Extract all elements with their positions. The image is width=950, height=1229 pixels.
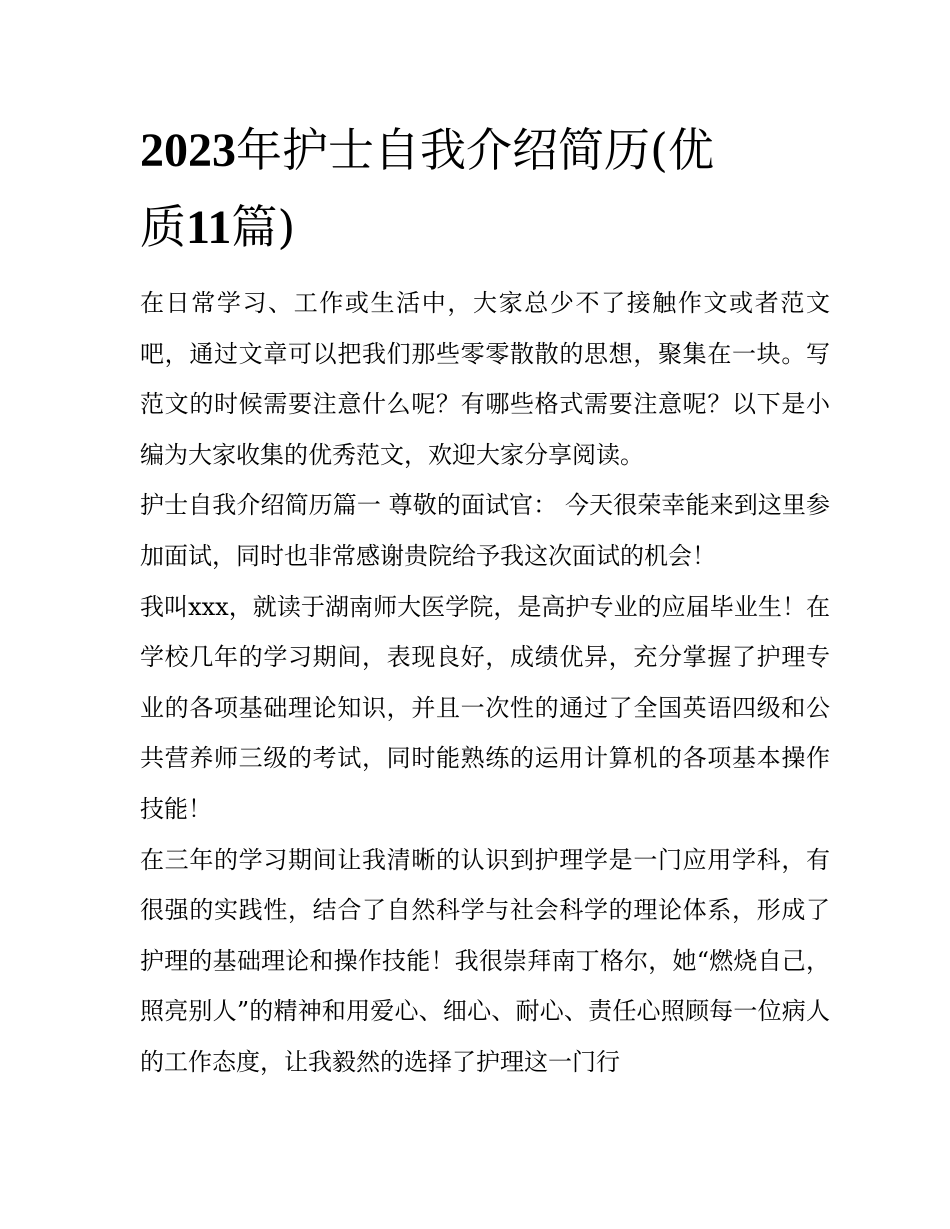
paragraph-intro: 在日常学习、工作或生活中，大家总少不了接触作文或者范文吧，通过文章可以把我们那些零零散散的思想，聚集在一块。写范文的时候需要注意什么呢？有哪些格式需要注意呢？以下是小编为大家收集的优秀范文，欢迎大家分享阅读。 (140, 289, 830, 469)
paragraph-study: 在三年的学习期间让我清晰的认识到护理学是一门应用学科，有很强的实践性，结合了自然科学与社会科学的理论体系，形成了护理的基础理论和操作技能！我很崇拜南丁格尔，她“燃烧自己，照亮别人”的精神和用爱心、细心、耐心、责任心照顾每一位病人的工作态度，让我毅然的选择了护理这一门行 (140, 845, 830, 1076)
document-title (140, 112, 830, 266)
document-body (140, 278, 830, 1088)
paragraph-greeting: 护士自我介绍简历篇一 尊敬的面试官： 今天很荣幸能来到这里参加面试，同时也非常感谢贵院给予我这次面试的机会！ (140, 491, 830, 570)
title-text-3: 篇) (231, 200, 296, 254)
paragraph-self-intro: 我叫xxx，就读于湖南师大医学院，是高护专业的应届毕业生！在学校几年的学习期间，表现良好，成绩优异，充分掌握了护理专业的各项基础理论知识，并且一次性的通过了全国英语四级和公共营养师三级的考试，同时能熟练的运用计算机的各项基本操作技能！ (140, 592, 830, 823)
title-year: 2023 (140, 124, 236, 177)
title-count: 11 (186, 201, 232, 254)
title-text-2: 质 (140, 200, 186, 254)
title-text-1: 年护士自我介绍简历(优 (236, 123, 714, 177)
